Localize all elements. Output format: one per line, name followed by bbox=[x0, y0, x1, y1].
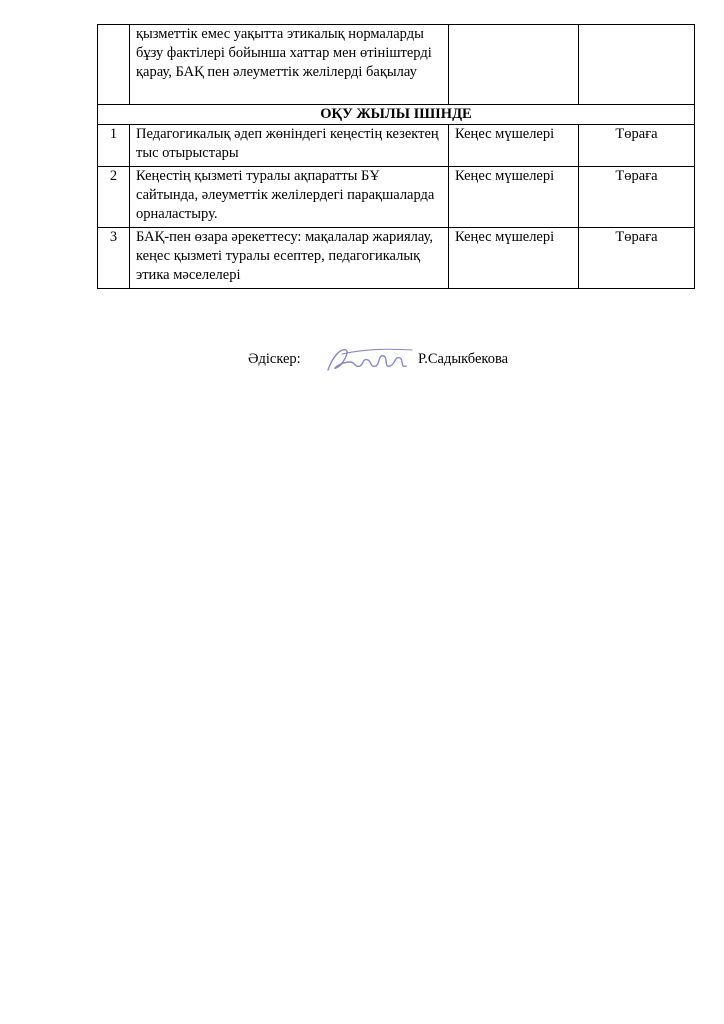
activity-cell: қызметтік емес уақытта этикалық нормаларды бұзу фактілері бойынша хаттар мен өтініштерді қарау, БАҚ пен әлеуметтік желілерді бақылау bbox=[130, 25, 449, 105]
section-title: ОҚУ ЖЫЛЫ ІШІНДЕ bbox=[98, 105, 695, 125]
handwritten-signature bbox=[320, 340, 416, 380]
row-number-cell: 2 bbox=[98, 167, 130, 228]
table-row bbox=[98, 167, 695, 228]
responsible-cell: Кеңес мүшелері bbox=[449, 125, 579, 167]
row-number-cell bbox=[98, 25, 130, 105]
signature-block bbox=[248, 340, 548, 380]
table-row bbox=[98, 25, 695, 105]
signer-name: Р.Садыкбекова bbox=[418, 351, 509, 367]
activity-cell: БАҚ-пен өзара әрекеттесу: мақалалар жариялау, кеңес қызметі туралы есептер, педагогикалық этика мәселелері bbox=[130, 228, 449, 289]
controller-cell: Төраға bbox=[579, 125, 695, 167]
row-number-cell: 3 bbox=[98, 228, 130, 289]
responsible-cell: Кеңес мүшелері bbox=[449, 228, 579, 289]
controller-cell bbox=[579, 25, 695, 105]
activity-cell: Педагогикалық әдеп жөніндегі кеңестің кезектең тыс отырыстары bbox=[130, 125, 449, 167]
table-row bbox=[98, 125, 695, 167]
responsible-cell bbox=[449, 25, 579, 105]
controller-cell: Төраға bbox=[579, 228, 695, 289]
responsible-cell: Кеңес мүшелері bbox=[449, 167, 579, 228]
activity-cell: Кеңестің қызметі туралы ақпаратты БҰ сайтында, әлеуметтік желілердегі парақшаларда орналастыру. bbox=[130, 167, 449, 228]
table-row bbox=[98, 228, 695, 289]
row-number-cell: 1 bbox=[98, 125, 130, 167]
controller-cell: Төраға bbox=[579, 167, 695, 228]
activity-plan-table bbox=[97, 24, 695, 289]
section-header-row bbox=[98, 105, 695, 125]
role-label: Әдіскер: bbox=[248, 351, 301, 367]
